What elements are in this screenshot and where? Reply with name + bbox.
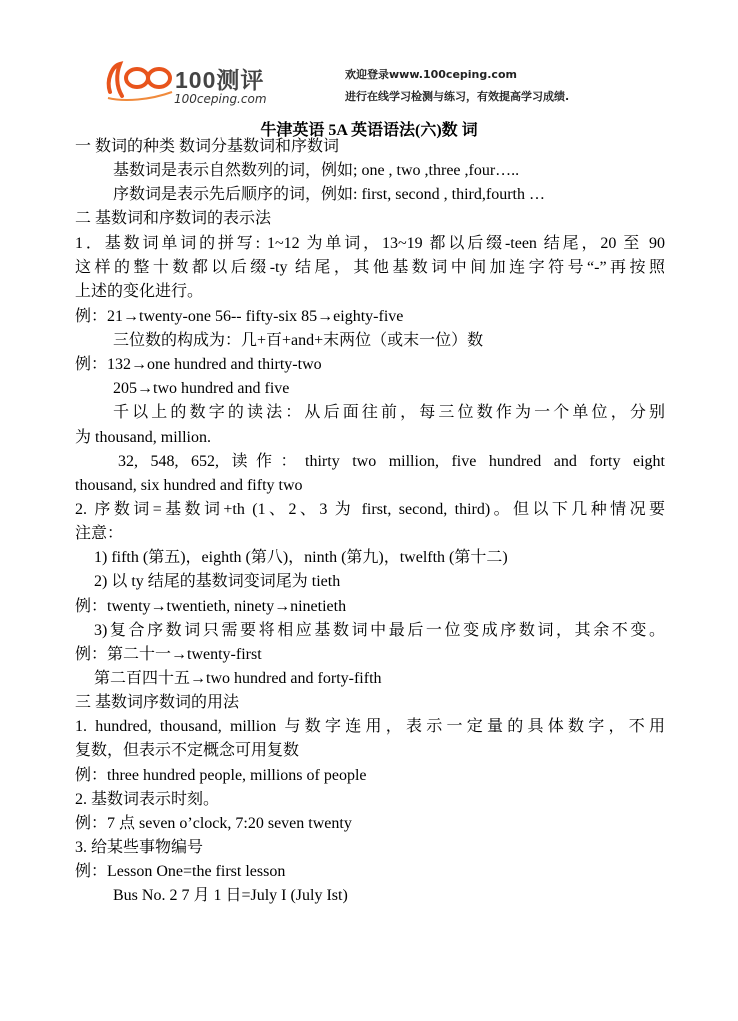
site-header <box>100 52 660 110</box>
text-line: 这样的整十数都以后缀-ty 结尾，其他基数词中间加连字符号“-”再按照 <box>75 259 665 276</box>
logo-100-icon <box>104 58 174 102</box>
text-line: 3. 给某些事物编号 <box>75 839 204 856</box>
list-item: 3)复合序数词只需要将相应基数词中最后一位变成序数词，其余不变。 <box>94 622 665 639</box>
example-line: 例：twenty→twentieth, ninety→ninetieth <box>75 598 347 615</box>
logo-domain: 100ceping.com <box>174 92 267 106</box>
text-line: 三位数的构成为：几+百+and+末两位（或末一位）数 <box>113 332 484 349</box>
text-line: 序数词是表示先后顺序的词，例如: first, second , third,fourth … <box>113 186 545 203</box>
example-line: 例：Lesson One=the first lesson <box>75 863 286 880</box>
list-item: 2) 以 ty 结尾的基数词变词尾为 tieth <box>94 573 341 590</box>
text-line: 上述的变化进行。 <box>75 283 204 300</box>
section-heading: 二 基数词和序数词的表示法 <box>75 210 272 227</box>
section-heading: 三 基数词序数词的用法 <box>75 694 240 711</box>
text-line: 千以上的数字的读法：从后面往前，每三位数作为一个单位，分别 <box>113 404 665 421</box>
logo-name: 100测评 <box>175 67 265 93</box>
example-line: 例：第二十一→twenty-first <box>75 646 262 663</box>
example-line: 205→two hundred and five <box>113 380 290 397</box>
text-line: 为 thousand, million. <box>75 429 212 446</box>
example-line: 例：7 点 seven o’clock, 7:20 seven twenty <box>75 815 352 832</box>
text-line: 基数词是表示自然数列的词，例如; one , two ,three ,four….. <box>113 162 520 179</box>
text-line: 1．基数词单词的拼写: 1~12 为单词，13~19 都以后缀-teen 结尾，20 至 90 <box>75 235 665 252</box>
text-line: 注意： <box>75 525 124 542</box>
list-item: 1) fifth (第五)，eighth (第八)，ninth (第九)，twelfth (第十二) <box>94 549 508 566</box>
section-heading: 一 数词的种类 数词分基数词和序数词 <box>75 138 340 155</box>
welcome-tagline: 欢迎登录www.100ceping.com <box>345 68 517 81</box>
example-line: Bus No. 2 7 月 1 日=July I (July Ist) <box>113 887 348 904</box>
text-line: 复数，但表示不定概念可用复数 <box>75 742 300 759</box>
document-title: 牛津英语 5A 英语语法(六)数 词 <box>260 122 478 139</box>
example-line: 例：three hundred people, millions of people <box>75 767 367 784</box>
slogan-tagline: 进行在线学习检测与练习，有效提高学习成绩. <box>345 90 570 103</box>
example-line: 第二百四十五→two hundred and forty-fifth <box>94 670 382 687</box>
example-line: 例：132→one hundred and thirty-two <box>75 356 322 373</box>
text-line: thousand, six hundred and fifty two <box>75 477 303 494</box>
text-line: 2. 基数词表示时刻。 <box>75 791 220 808</box>
text-line: 2. 序数词=基数词+th (1、2、3 为 first, second, third)。但以下几种情况要 <box>75 501 665 518</box>
text-line: 1. hundred, thousand, million 与数字连用，表示一定量的具体数字，不用 <box>75 718 665 735</box>
text-line: 32, 548, 652, 读作：thirty two million, five hundred and forty eight <box>118 453 665 470</box>
example-line: 例：21→twenty-one 56-- fifty-six 85→eighty-five <box>75 308 404 325</box>
